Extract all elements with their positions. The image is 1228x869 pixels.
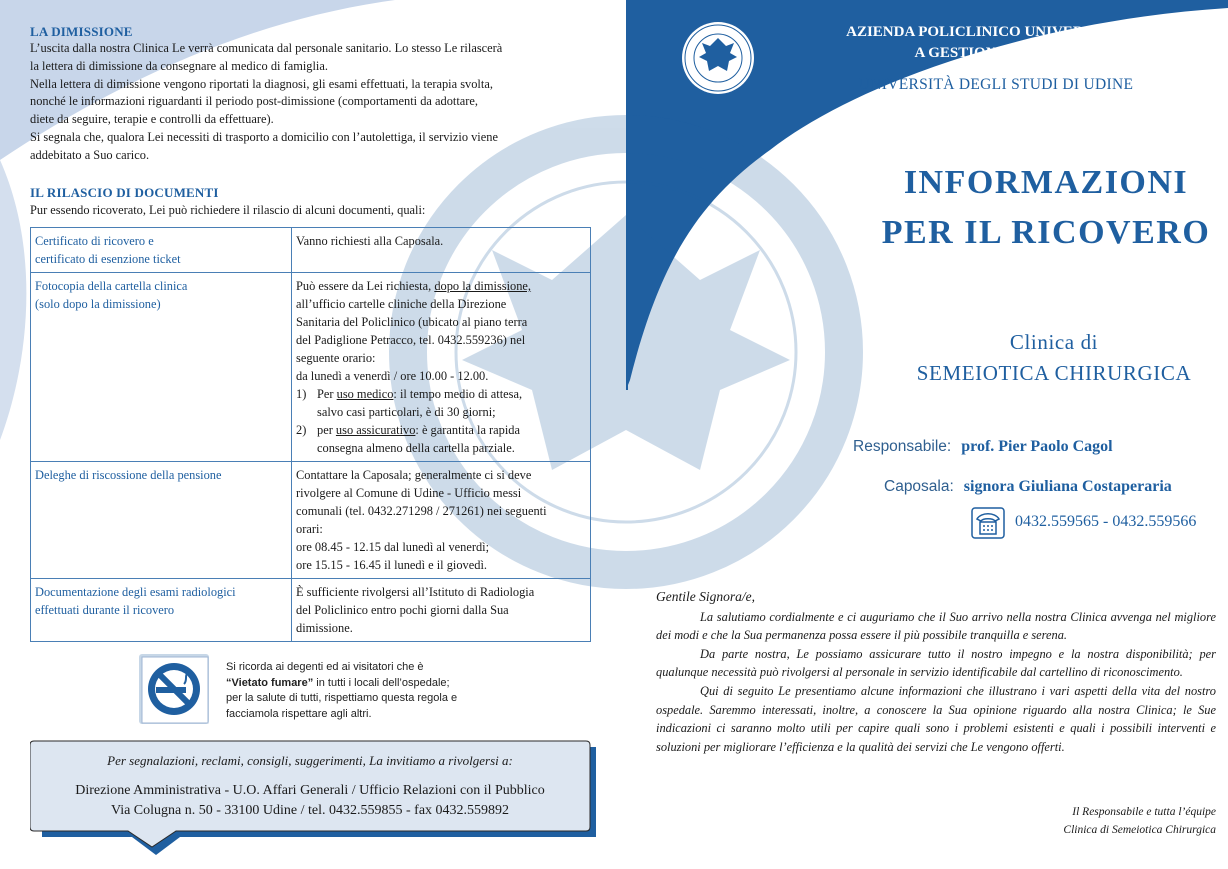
rilascio-intro: Pur essendo ricoverato, Lei può richiedere il rilascio di alcuni documenti, quali:	[30, 203, 426, 217]
cell-line: Documentazione degli esami radiologici	[35, 585, 236, 599]
numbered-item	[296, 385, 586, 421]
cell-line: Vanno richiesti alla Caposala.	[296, 234, 444, 248]
table-cell-document	[31, 228, 292, 273]
item-cont: consegna almeno della cartella parziale.	[317, 441, 515, 455]
documents-table	[30, 227, 591, 642]
cell-line: all’ufficio cartelle cliniche della Direzione	[296, 297, 507, 311]
text-line: L’uscita dalla nostra Clinica Le verrà comunicata dal personale sanitario. Lo stesso Le rilascerà	[30, 41, 503, 55]
letter-paragraph: La salutiamo cordialmente e ci auguriamo che il Suo arrivo nella nostra Clinica avvenga nel migliore dei modi e che la Sua permanenza possa essere il più possibile tranquilla e serena.	[656, 609, 1216, 643]
cell-line: Fotocopia della cartella clinica	[35, 279, 188, 293]
cell-line: del Policlinico entro pochi giorni dalla Sua	[296, 603, 509, 617]
item-cont: salvo casi particolari, è di 30 giorni;	[317, 405, 496, 419]
text-line: Si segnala che, qualora Lei necessiti di trasporto a domicilio con l’autolettiga, il servizio viene	[30, 129, 498, 144]
item-post: : è garantita la rapida	[415, 423, 520, 437]
notice-line: per la salute di tutti, rispettiamo questa regola e	[226, 692, 458, 704]
cell-line: Contattare la Caposala; generalmente ci si deve	[296, 468, 532, 482]
cell-line: da lunedì a venerdì / ore 10.00 - 12.00.	[296, 369, 489, 383]
table-row	[31, 273, 591, 462]
underlined-text: uso medico	[336, 387, 394, 401]
notice-line: Si ricorda ai degenti ed ai visitatori che è	[226, 661, 424, 673]
cell-line: orari:	[296, 522, 323, 536]
table-row	[31, 462, 591, 579]
item-text	[317, 421, 520, 457]
page-title	[864, 158, 1228, 258]
contact-box	[30, 739, 586, 831]
section-title-rilascio: IL RILASCIO DI DOCUMENTI	[30, 185, 219, 200]
letter-paragraph: Qui di seguito Le presentiamo alcune informazioni che illustrano i vari aspetti della vita del nostro ospedale. Saremmo interessati, inoltre, a conoscere la Sua opinione riguardo alla nostra Clinica; le Sue indicazioni ci saranno molto utili per capire quali sono i problemi esistenti e quali i possibili interventi e soluzioni per migliorare l’efficienza e la qualità dei servizi che Le vengono offerti.	[656, 683, 1216, 754]
dimissione-text	[30, 40, 600, 165]
cell-line: seguente orario:	[296, 351, 376, 365]
cell-line: Certificato di ricovero e	[35, 234, 154, 248]
notice-line: facciamola rispettare agli altri.	[226, 707, 372, 720]
welcome-letter	[656, 588, 1216, 756]
phone-numbers: 0432.559565 - 0432.559566	[1015, 513, 1197, 530]
text-line: addebitato a Suo carico.	[30, 147, 150, 162]
title-line: PER IL RICOVERO	[881, 214, 1211, 251]
signature	[900, 803, 1216, 839]
university-seal-icon	[680, 20, 756, 96]
cell-line: rivolgere al Comune di Udine - Ufficio messi	[296, 486, 522, 500]
letter-paragraph: Da parte nostra, Le possiamo assicurare tutto il nostro impegno e la nostra disponibilità; per qualunque necessità può rivolgersi al personale in servizio identificabile dal cartellino di riconoscimento.	[656, 646, 1216, 680]
cell-line: ore 15.15 - 16.45 il lunedì e il giovedì.	[296, 558, 487, 572]
cell-line: È sufficiente rivolgersi all’Istituto di Radiologia	[296, 585, 535, 599]
cell-line: comunali (tel. 0432.271298 / 271261) nei seguenti	[296, 504, 547, 518]
clinic-line: Clinica di	[1009, 330, 1099, 354]
cell-line: dimissione.	[296, 621, 353, 635]
text-line: Nella lettera di dimissione vengono riportati la diagnosi, gli esami effettuati, la terapia svolta,	[30, 76, 493, 91]
quote-mark: “	[226, 676, 232, 689]
responsabile	[853, 438, 1113, 456]
role-name: prof. Pier Paolo Cagol	[961, 438, 1113, 455]
item-number: 1)	[296, 387, 307, 401]
salutation: Gentile Signora/e,	[656, 589, 755, 604]
role-label: Responsabile:	[853, 438, 952, 455]
item-text	[317, 385, 522, 421]
clinic-line: SEMEIOTICA CHIRURGICA	[916, 361, 1192, 385]
item-pre: per	[317, 423, 336, 437]
cell-line: Sanitaria del Policlinico (ubicato al piano terra	[296, 315, 528, 329]
agency-line: AZIENDA POLICLINICO UNIVERSITARIO	[846, 24, 1146, 40]
contact-address: Via Colugna n. 50 - 33100 Udine / tel. 0432.559855 - fax 0432.559892	[110, 803, 510, 818]
section-title-dimissione: LA DIMISSIONE	[30, 24, 133, 39]
item-number: 2)	[296, 423, 307, 437]
quote-mark: ”	[307, 676, 314, 689]
underlined-text: uso assicurativo	[335, 423, 416, 437]
caposala	[884, 478, 1172, 496]
cell-line: Deleghe di riscossione della pensione	[35, 468, 222, 482]
table-row	[31, 579, 591, 642]
agency-header	[796, 22, 1196, 64]
text-line: nonché le informazioni riguardanti il periodo post-dimissione (comportamenti da adottare,	[30, 94, 478, 109]
contact-line: Direzione Amministrativa - U.O. Affari Generali / Ufficio Relazioni con il Pubblico	[75, 783, 545, 798]
smoking-notice	[226, 660, 457, 722]
table-cell-document	[31, 462, 292, 579]
table-cell-info	[292, 273, 591, 462]
item-pre: Per	[317, 387, 337, 401]
table-cell-document	[31, 273, 292, 462]
no-smoking-icon	[139, 654, 209, 724]
table-row	[31, 228, 591, 273]
role-name: signora Giuliana Costaperaria	[963, 478, 1172, 495]
table-cell-info	[292, 228, 591, 273]
numbered-item	[296, 421, 586, 457]
university-name: UNIVERSITÀ DEGLI STUDI DI UDINE	[858, 76, 1134, 93]
contact-intro: Per segnalazioni, reclami, consigli, suggerimenti, La invitiamo a rivolgersi a:	[107, 753, 513, 768]
cell-line: del Padiglione Petracco, tel. 0432.559236) nel	[296, 333, 526, 347]
cell-text: Può essere da Lei richiesta,	[296, 279, 435, 293]
title-line: INFORMAZIONI	[903, 164, 1189, 201]
item-post: : il tempo medio di attesa,	[393, 387, 523, 401]
table-cell-document	[31, 579, 292, 642]
cell-line: (solo dopo la dimissione)	[35, 297, 161, 311]
cell-line	[296, 277, 586, 295]
agency-line: A GESTIONE DIRETTA	[914, 45, 1078, 61]
role-label: Caposala:	[884, 478, 954, 495]
text-line: la lettera di dimissione da consegnare al medico di famiglia.	[30, 58, 328, 73]
bold-text: Vietato fumare	[231, 676, 308, 689]
cell-line: ore 08.45 - 12.15 dal lunedì al venerdì;	[296, 540, 490, 554]
telephone-icon	[971, 507, 1005, 544]
signature-line: Il Responsabile e tutta l’équipe	[1072, 806, 1216, 818]
notice-text: in tutti i locali dell’ospedale;	[313, 676, 450, 689]
table-cell-info	[292, 462, 591, 579]
cell-line: certificato di esenzione ticket	[35, 252, 181, 266]
clinic-name	[880, 327, 1228, 389]
cell-line: effettuati durante il ricovero	[35, 603, 175, 617]
underlined-text: dopo la dimissione,	[434, 279, 532, 293]
notice-line	[226, 676, 457, 692]
table-cell-info	[292, 579, 591, 642]
signature-line: Clinica di Semeiotica Chirurgica	[1063, 824, 1216, 836]
text-line: diete da seguire, terapie e controlli da effettuare).	[30, 112, 274, 127]
